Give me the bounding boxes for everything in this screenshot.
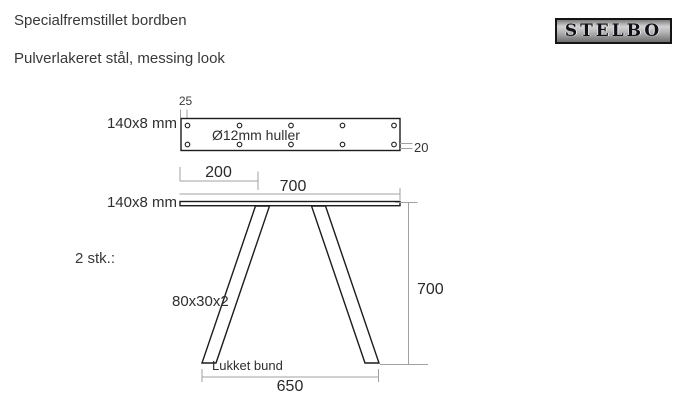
foot-label: Lukket bund	[212, 358, 283, 373]
hole	[185, 142, 190, 147]
top-plate-size-label: 140x8 mm	[106, 194, 177, 211]
dim-700-top-label: 700	[279, 178, 307, 195]
dim-700-height-label: 700	[417, 281, 444, 298]
dim-650-label: 650	[276, 378, 304, 395]
hole	[392, 142, 397, 147]
quantity-label: 2 stk.:	[75, 250, 116, 267]
dim-20-label: 20	[414, 140, 429, 155]
plate-size-label: 140x8 mm	[106, 115, 177, 132]
hole	[392, 123, 397, 128]
hole	[340, 142, 345, 147]
holes-label: Ø12mm huller	[212, 127, 300, 143]
dim-200-label: 200	[205, 164, 232, 181]
dim-25-label: 25	[178, 94, 193, 108]
right-leg	[312, 206, 380, 363]
left-leg	[202, 206, 270, 363]
hole	[185, 123, 190, 128]
stelbo-logo-text: STELBO	[564, 21, 663, 41]
page-title: Specialfremstillet bordben	[14, 12, 187, 29]
leg-profile-label: 80x30x2	[172, 293, 229, 310]
table-top-bar	[180, 202, 400, 206]
leg-front-view	[180, 167, 429, 382]
page-subtitle: Pulverlakeret stål, messing look	[14, 50, 225, 67]
hole	[340, 123, 345, 128]
